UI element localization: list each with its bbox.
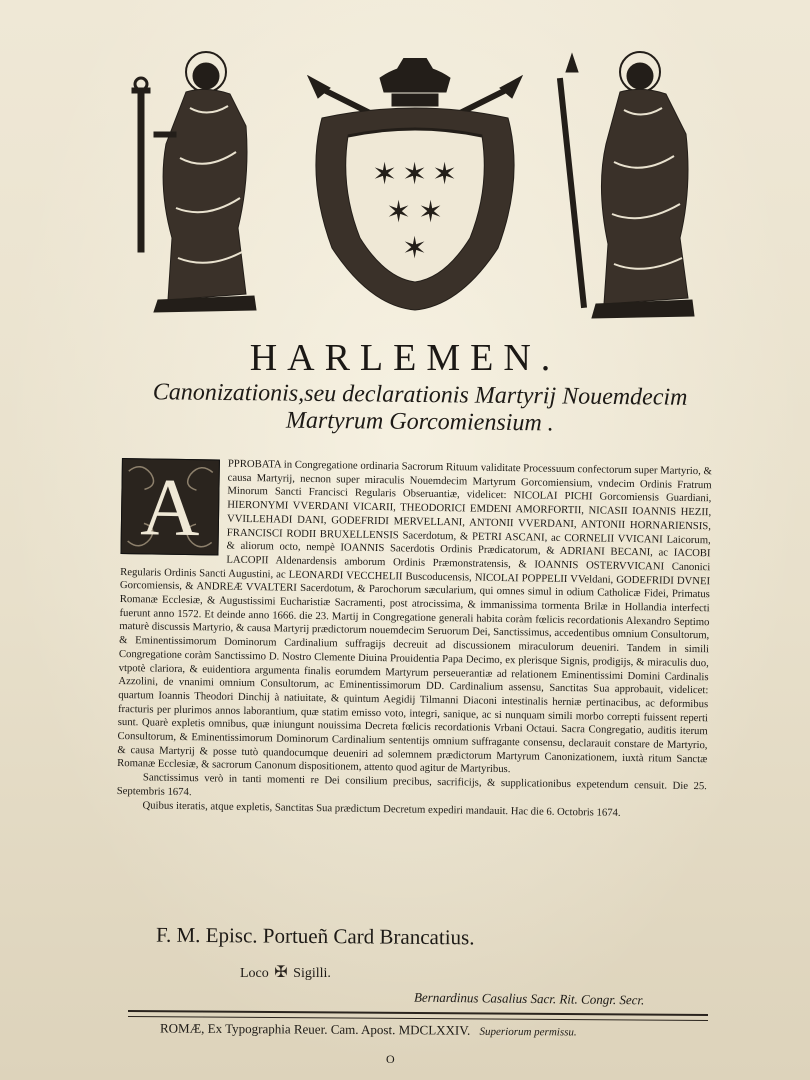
svg-text:✶: ✶	[372, 157, 398, 192]
seal-text-loco: Loco	[240, 966, 269, 981]
decorated-initial-icon	[120, 458, 219, 556]
subtitle-line-2: Martyrum Gorcomiensium .	[285, 407, 554, 437]
papal-coat-of-arms-icon	[300, 58, 530, 313]
svg-text:✶: ✶	[402, 157, 428, 192]
cross-icon: ✠	[274, 964, 288, 981]
svg-text:✶: ✶	[402, 231, 428, 266]
cardinal-signature: F. M. Episc. Portueñ Card Brancatius.	[155, 922, 475, 950]
svg-text:✶: ✶	[418, 195, 444, 230]
printer-imprint	[160, 1021, 577, 1040]
secretary-signature: Bernardinus Casalius Sacr. Rit. Congr. Secr.	[413, 989, 645, 1008]
seal-place	[240, 962, 331, 982]
body-paragraph-3: Quibus iteratis, atque expletis, Sanctitas Sua prædictum Decretum expediri mandauit. Hac die 6. Octobris 1674.	[142, 798, 621, 819]
permission-text: Superiorum permissu.	[479, 1025, 577, 1039]
saint-peter-woodcut-icon	[128, 48, 276, 316]
saint-paul-woodcut-icon	[556, 48, 704, 320]
seal-text-sigilli: Sigilli.	[293, 966, 331, 981]
body-paragraph-2: Sanctissimus verò in tanti momenti re Dei consilium precibus, sacrificijs, & supplicationibus expetendum censuit. Die 25. Septembris 1674.	[116, 771, 707, 799]
document-subtitle	[140, 379, 701, 439]
divider-rule	[128, 1010, 708, 1016]
imprint-text: ROMÆ, Ex Typographia Reuer. Cam. Apost. MDCLXXIV.	[159, 1020, 471, 1038]
initial-letter: A	[139, 461, 201, 554]
document-title: HARLEMEN.	[249, 337, 561, 379]
svg-text:✶: ✶	[432, 157, 458, 192]
body-paragraph-1: PPROBATA in Congregatione ordinaria Sacrorum Rituum validitate Processuum confectorum super Martyrio, & causa Martyrij, necnon super miraculis Nouemdecim Martyrum Gorcomiensium, vndecim Ordinis Fratrum Minorum Sancti Francisci Regularis Obseruantiæ, videlicet: NICOLAI PICHI Gorcomiensis Guardiani, HIERONYMI VVERDANI VICARII, THEODORICI EMDENI AMORFORTII, NICASII IOANNIS HEZII, VVILLEHADI DANI, GODEFRIDI MERVELLANI, ANTONII VVERDANI, ANTONII HORNARIENSIS, FRANCISCI RODII BRUXELLENSIS Sacerdotum, & PETRI ASCANI, ac CORNELII VVICANI Laicorum, & aliorum octo, nempè IOANNIS Sacerdotis Ordinis Prædicatorum, & ADRIANI BECANI, ac IACOBI LACOPII Aldenardensis amborum Ordinis Præmonstratensis, & IOANNIS OSTERVVICANI Canonici Regularis Ordinis Sancti Augustini, ac LEONARDI VECCHELII Buscoducensis, NICOLAI POPPELII VVeldani, GODEFRIDI DVNEI Gorcomiensis, & ANDREÆ VVALTERI Sacerdotum, & Parochorum sæcularium, qui omnes simul in odium Catholicæ Fidei, Primatus Romanæ Ecclesiæ, & Augustissimi Eucharistiæ Sacramenti, post atrocissima, & immanissima tormenta Brilæ in Hollandia interfecti fuerunt anno 1572. Et deinde anno 1666. die 23. Martij in Congregatione generali habita coràm fœlicis recordationis Alexandro Septimo maturè discussis Martyrio, & causa Martyrij prædictorum nouemdecim Seruorum Dei, Sanctissimus, accedentibus omnium Consultorum, & Eminentissimorum Dominorum Cardinalium suffragijs decreuit ad discussionem miraculorum deueniri. Tandem in simili Congregatione coràm Sanctissimo D. Nostro Clemente Diuina Prouidentia Papa Decimo, ex plerisque Signis, prodigijs, & miraculis duo, vtpotè clariora, & euidentiora argumenta finalis eorumdem Martyrum perseuerantiæ ad relationem Eminentissimi Domini Cardinalis Azzolini, de vnanimi omnium Consultorum, ac Eminentissimorum DD. Cardinalium assensu, Sanctitas Sua approbauit, videlicet: quartum Ioannis Theodori Dinchij à natiuitate, & quintum Aegidij Tilmanni Diaconi intestinalis herniæ pertinacibus, ac deformibus fracturis per plurimos annos laborantium, quæ statim emisso voto, integri, sanique, ac si nunquam simili morbo correpti fuissent reperti sunt. Quarè expletis omnibus, quæ iniungunt nouissima Decreta fœlicis recordationis Vrbani Octaui. Sacra Congregatio, auditis iterum Consultorum, & Eminentissimorum Dominorum Cardinalium sententijs omnium suffragante consensu, declarauit constare de Martyrio, & causa Martyrij & posse tutò quandocumque deueniri ad solemnem prædictorum Martyrum Canonizationem, iuxtà ritum Sanctæ Romanæ Ecclesiæ, & sacrorum Canonum dispositionem, attento quod agitur de Martyribus.	[117, 457, 712, 776]
decree-body	[115, 456, 712, 925]
svg-text:✶: ✶	[386, 195, 412, 230]
signature-mark: O	[386, 1052, 395, 1066]
subtitle-line-1: Canonizationis,seu declarationis Martyrij Nouemdecim	[152, 379, 688, 411]
